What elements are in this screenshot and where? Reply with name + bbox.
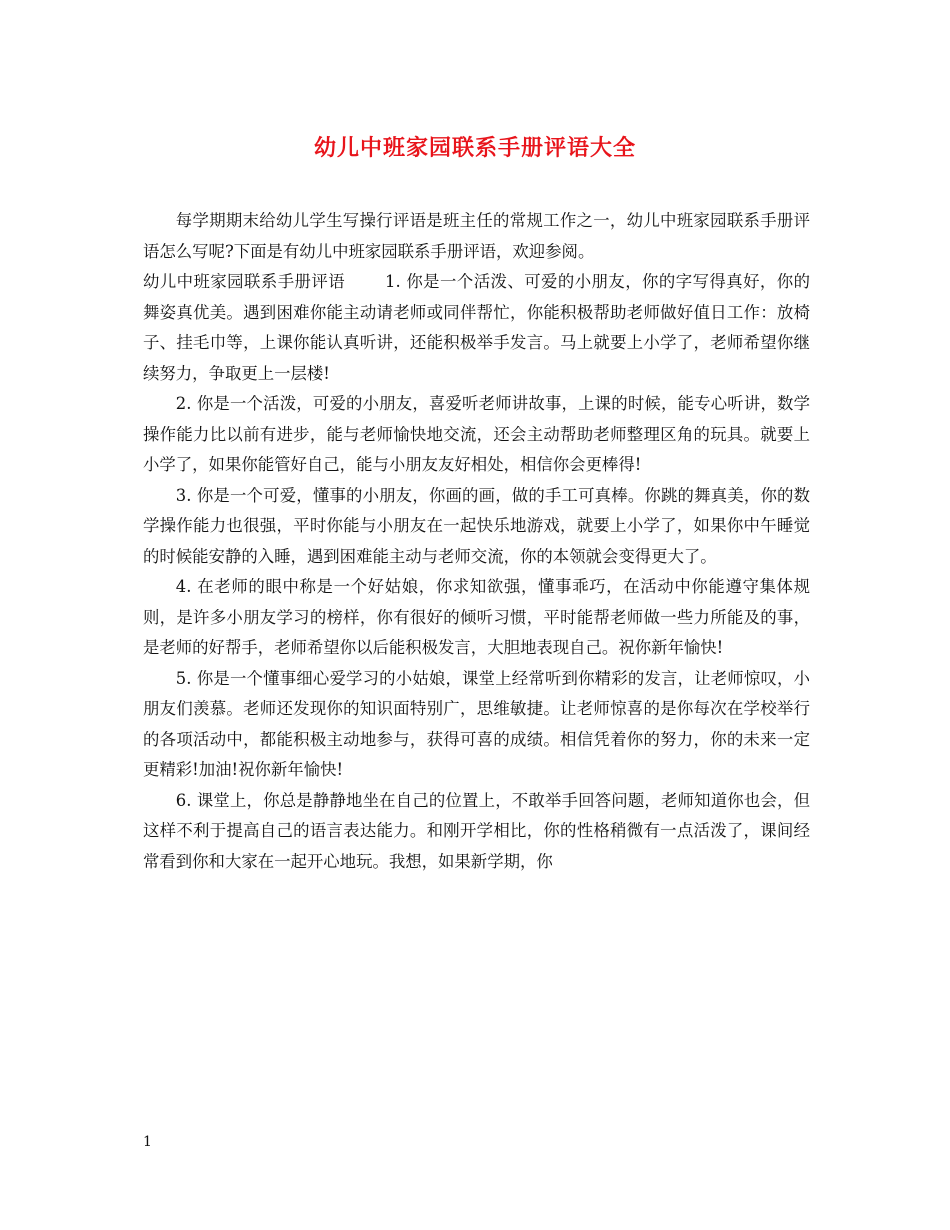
comment-4: 4. 在老师的眼中称是一个好姑娘，你求知欲强，懂事乖巧，在活动中你能遵守集体规则，是许多小朋友学习的榜样，你有很好的倾听习惯，平时能帮老师做一些力所能及的事，是老师的好帮手，老师希望你以后能积极发言，大胆地表现自己。祝你新年愉快! xyxy=(143,577,810,657)
comment-6: 6. 课堂上，你总是静静地坐在自己的位置上，不敢举手回答问题，老师知道你也会，但这样不利于提高自己的语言表达能力。和刚开学相比，你的性格稍微有一点活泼了，课间经常看到你和大家在一起开心地玩。我想，如果新学期，你 xyxy=(143,790,810,871)
page-number: 1 xyxy=(143,1134,152,1150)
intro-paragraph: 每学期期末给幼儿学生写操行评语是班主任的常规工作之一，幼儿中班家园联系手册评语怎么写呢?下面是有幼儿中班家园联系手册评语，欢迎参阅。 xyxy=(143,211,810,261)
document-title: 幼儿中班家园联系手册评语大全 xyxy=(313,135,636,161)
section-heading: 幼儿中班家园联系手册评语 xyxy=(143,272,346,291)
section-paragraph xyxy=(143,267,810,389)
comment-5: 5. 你是一个懂事细心爱学习的小姑娘，课堂上经常听到你精彩的发言，让老师惊叹，小朋友们羡慕。老师还发现你的知识面特别广，思维敏捷。让老师惊喜的是你每次在学校举行的各项活动中，都能积极主动地参与，获得可喜的成绩。相信凭着你的努力，你的未来一定更精彩!加油!祝你新年愉快! xyxy=(143,668,810,779)
comment-3: 3. 你是一个可爱，懂事的小朋友，你画的画，做的手工可真棒。你跳的舞真美，你的数学操作能力也很强，平时你能与小朋友在一起快乐地游戏，就要上小学了，如果你中午睡觉的时候能安静的入睡，遇到困难能主动与老师交流，你的本领就会变得更大了。 xyxy=(143,485,810,566)
comment-1: 1. 你是一个活泼、可爱的小朋友，你的字写得真好，你的舞姿真优美。遇到困难你能主动请老师或同伴帮忙，你能积极帮助老师做好值日工作：放椅子、挂毛巾等，上课你能认真听讲，还能积极举手发言。马上就要上小学了，老师希望你继续努力，争取更上一层楼! xyxy=(143,272,810,383)
document-body xyxy=(143,206,810,877)
comment-2: 2. 你是一个活泼，可爱的小朋友，喜爱听老师讲故事，上课的时候，能专心听讲，数学操作能力比以前有进步，能与老师愉快地交流，还会主动帮助老师整理区角的玩具。就要上小学了，如果你能管好自己，能与小朋友友好相处，相信你会更棒得! xyxy=(143,394,810,474)
